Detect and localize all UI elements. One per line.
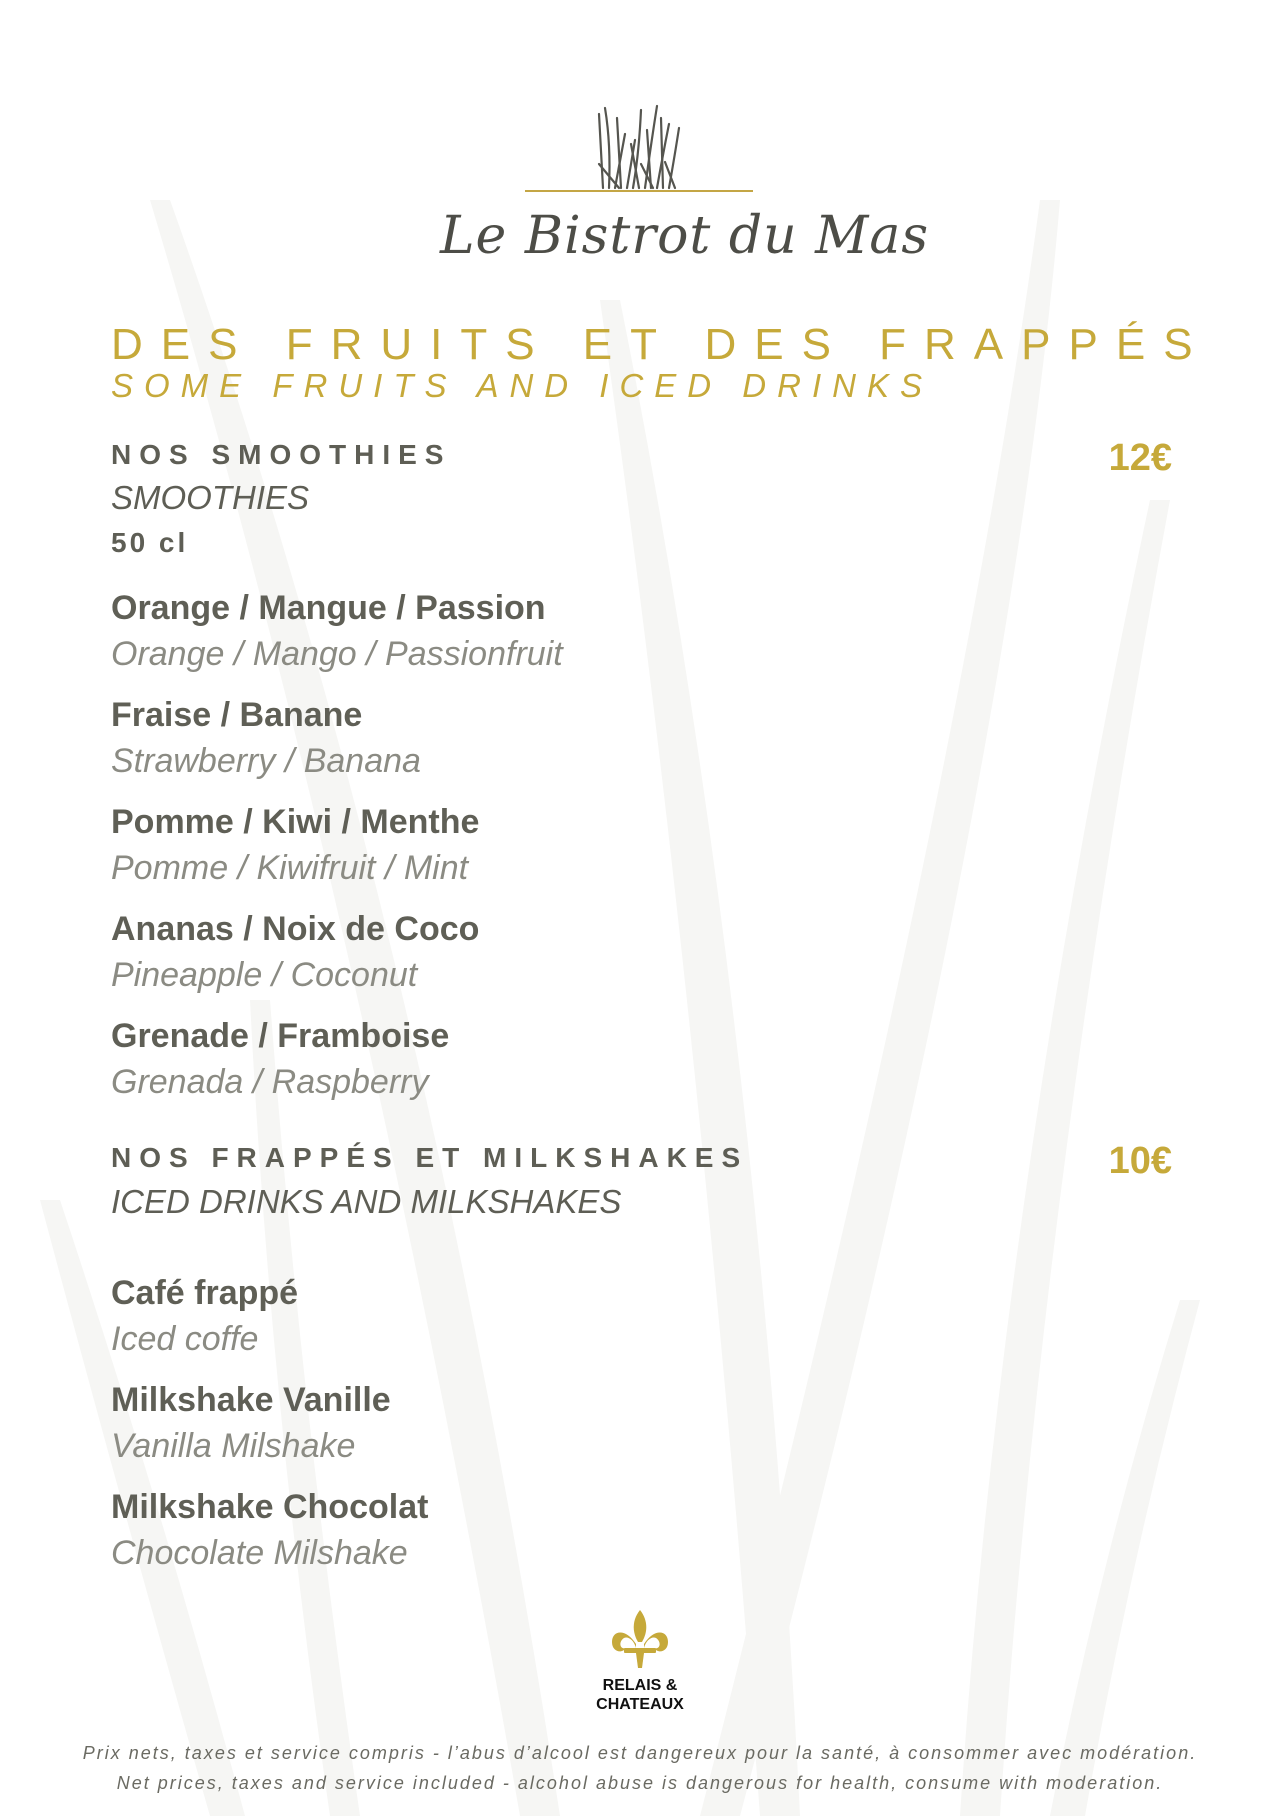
menu-item bbox=[111, 692, 1011, 784]
menu-item bbox=[111, 1013, 1011, 1105]
section-title-frappes: NOS FRAPPÉS ET MILKSHAKES bbox=[111, 1142, 749, 1173]
page-subtitle: SOME FRUITS AND ICED DRINKS bbox=[111, 367, 933, 404]
item-name-en: Strawberry / Banana bbox=[111, 742, 421, 780]
item-name-fr: Pomme / Kiwi / Menthe bbox=[111, 803, 480, 841]
item-name-fr: Milkshake Vanille bbox=[111, 1381, 391, 1419]
section-subtitle-frappes: ICED DRINKS AND MILKSHAKES bbox=[111, 1183, 622, 1220]
menu-item bbox=[111, 1484, 1011, 1576]
item-name-fr: Café frappé bbox=[111, 1274, 299, 1312]
item-name-en: Orange / Mango / Passionfruit bbox=[111, 635, 563, 673]
fleur-de-lis-icon bbox=[608, 1608, 672, 1672]
section-title-smoothies: NOS SMOOTHIES bbox=[111, 439, 452, 470]
item-name-fr: Milkshake Chocolat bbox=[111, 1488, 429, 1526]
restaurant-name: Le Bistrot du Mas bbox=[440, 206, 930, 266]
footer-disclaimer-en: Net prices, taxes and service included - alcohol abuse is dangerous for health, consume with moderation. bbox=[116, 1773, 1164, 1793]
grass-tuft-icon bbox=[595, 104, 685, 190]
item-name-en: Pineapple / Coconut bbox=[111, 956, 418, 994]
menu-item bbox=[111, 585, 1011, 677]
menu-item bbox=[111, 906, 1011, 998]
relais-chateaux-logo bbox=[585, 1608, 695, 1718]
relais-chateaux-text: RELAIS & CHATEAUX bbox=[596, 1677, 684, 1713]
item-name-en: Iced coffe bbox=[111, 1320, 259, 1358]
menu-item bbox=[111, 1377, 1011, 1469]
item-name-fr: Grenade / Framboise bbox=[111, 1017, 450, 1055]
menu-item bbox=[111, 799, 1011, 891]
section-price-frappes: 10€ bbox=[1108, 1140, 1172, 1182]
section-volume: 50 cl bbox=[111, 527, 189, 558]
section-price-smoothies: 12€ bbox=[1108, 437, 1172, 479]
item-name-fr: Fraise / Banane bbox=[111, 696, 363, 734]
item-name-en: Chocolate Milshake bbox=[111, 1534, 408, 1572]
item-name-en: Pomme / Kiwifruit / Mint bbox=[111, 849, 469, 887]
item-name-fr: Ananas / Noix de Coco bbox=[111, 910, 480, 948]
item-name-en: Vanilla Milshake bbox=[111, 1427, 356, 1465]
restaurant-logo bbox=[440, 98, 930, 288]
section-subtitle-smoothies: SMOOTHIES bbox=[111, 479, 310, 516]
page-title: DES FRUITS ET DES FRAPPÉS bbox=[111, 320, 1211, 369]
item-name-en: Grenada / Raspberry bbox=[111, 1063, 429, 1101]
menu-item bbox=[111, 1270, 1011, 1362]
footer-disclaimer-fr: Prix nets, taxes et service compris - l’abus d’alcool est dangereux pour la santé, à consommer avec modération. bbox=[82, 1743, 1198, 1763]
item-name-fr: Orange / Mangue / Passion bbox=[111, 589, 546, 627]
logo-divider-rule bbox=[525, 190, 753, 192]
